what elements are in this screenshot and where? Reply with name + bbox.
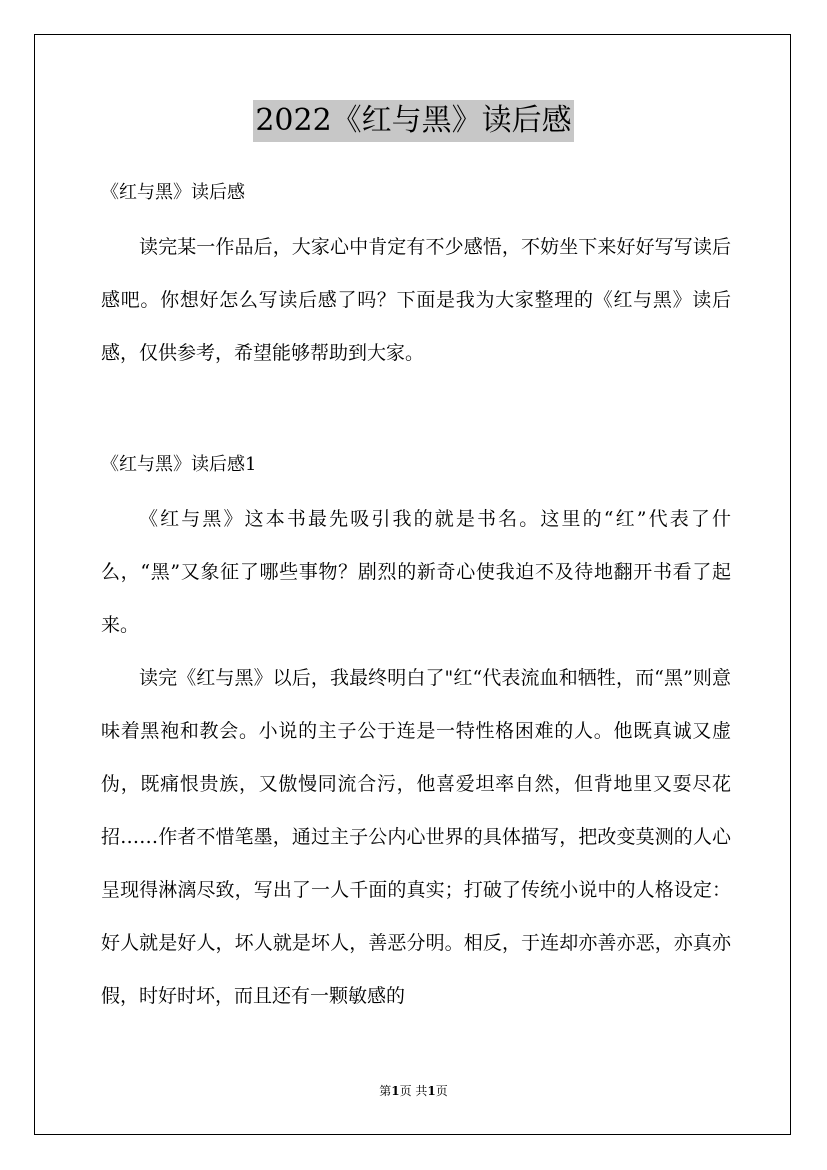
footer-page-current: 1 (391, 1084, 400, 1098)
footer-mid: 页 共 (399, 1084, 428, 1098)
page-footer (0, 1082, 827, 1100)
footer-page-total: 1 (427, 1084, 436, 1098)
section-body (101, 493, 731, 1023)
title-container (0, 100, 827, 142)
section-heading: 《红与黑》读后感1 (101, 454, 257, 475)
document-title: 2022《红与黑》读后感 (253, 100, 573, 142)
footer-suffix: 页 (435, 1084, 448, 1098)
section-paragraph-2: 读完《红与黑》以后，我最终明白了"红“代表流血和牺牲，而“黑”则意味着黑袍和教会。小说的主子公于连是一特性格困难的人。他既真诚又虚伪，既痛恨贵族，又傲慢同流合污，他喜爱坦率自然，但背地里又耍尽花招……作者不惜笔墨，通过主子公内心世界的具体描写，把改变莫测的人心呈现得淋漓尽致，写出了一人千面的真实；打破了传统小说中的人格设定：好人就是好人，坏人就是坏人，善恶分明。相反，于连却亦善亦恶，亦真亦假，时好时坏，而且还有一颗敏感的 (101, 667, 731, 1007)
section-paragraph-1: 《红与黑》这本书最先吸引我的就是书名。这里的“红”代表了什么，“黑”又象征了哪些事物？剧烈的新奇心使我迫不及待地翻开书看了起来。 (101, 508, 731, 636)
intro-paragraph-block (101, 221, 731, 380)
document-subtitle: 《红与黑》读后感 (101, 182, 245, 203)
footer-prefix: 第 (379, 1084, 392, 1098)
intro-paragraph: 读完某一作品后，大家心中肯定有不少感悟，不妨坐下来好好写写读后感吧。你想好怎么写读后感了吗？下面是我为大家整理的《红与黑》读后感，仅供参考，希望能够帮助到大家。 (101, 236, 731, 364)
